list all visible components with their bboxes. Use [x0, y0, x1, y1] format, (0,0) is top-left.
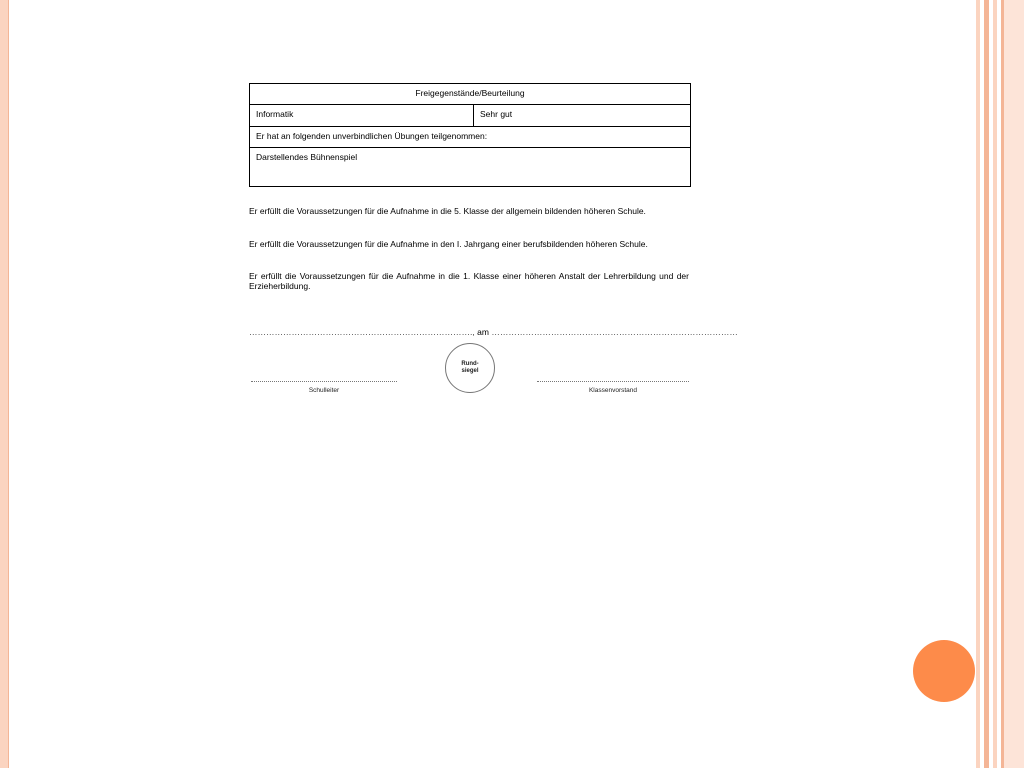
- admission-paragraph: Er erfüllt die Voraussetzungen für die Aufnahme in die 5. Klasse der allgemein bildenden höheren Schule.: [249, 206, 646, 216]
- table-header: Freigegenstände/Beurteilung: [415, 88, 525, 98]
- grade-cell: Sehr gut: [480, 109, 513, 119]
- stripe-4: [1001, 0, 1024, 768]
- seal-text-line: Rund-: [461, 361, 479, 367]
- table-header-row: [250, 84, 690, 105]
- subject-cell: Informatik: [250, 105, 474, 126]
- table-row: [250, 127, 690, 148]
- admission-paragraph: Er erfüllt die Voraussetzungen für die Aufnahme in die 1. Klasse einer höheren Anstalt der Lehrerbildung und der Erzieherbildung.: [249, 271, 689, 291]
- certificate-document: [249, 83, 738, 394]
- exercise-cell: Darstellendes Bühnenspiel: [256, 152, 358, 162]
- seal-text-line: siegel: [461, 368, 479, 374]
- principal-label: Schulleiter: [308, 387, 340, 394]
- place-date-line: [249, 327, 738, 337]
- seal-stamp: [445, 343, 495, 393]
- date-label: am: [477, 327, 489, 337]
- admission-paragraph: Er erfüllt die Voraussetzungen für die Aufnahme in den I. Jahrgang einer berufsbildenden höheren Schule.: [249, 239, 648, 249]
- accent-circle: [913, 640, 975, 702]
- principal-signature-line: [251, 381, 397, 382]
- stripe-2: [984, 0, 989, 768]
- table-row: [250, 105, 690, 127]
- left-decorative-bar: [0, 0, 9, 768]
- table-row: [250, 148, 690, 186]
- place-dots: …………………………………………………………………….: [249, 327, 473, 337]
- exercises-intro: Er hat an folgenden unverbindlichen Übungen teilgenommen:: [256, 131, 488, 141]
- stripe-1: [976, 0, 980, 768]
- stripe-3: [993, 0, 997, 768]
- comma: ,: [472, 327, 475, 337]
- grades-table: [249, 83, 691, 187]
- date-dots: ……………………………………………………………………………: [491, 327, 738, 337]
- right-decorative-stripes: [976, 0, 1024, 768]
- teacher-signature-line: [537, 381, 689, 382]
- class-teacher-label: Klassenvorstand: [588, 387, 638, 394]
